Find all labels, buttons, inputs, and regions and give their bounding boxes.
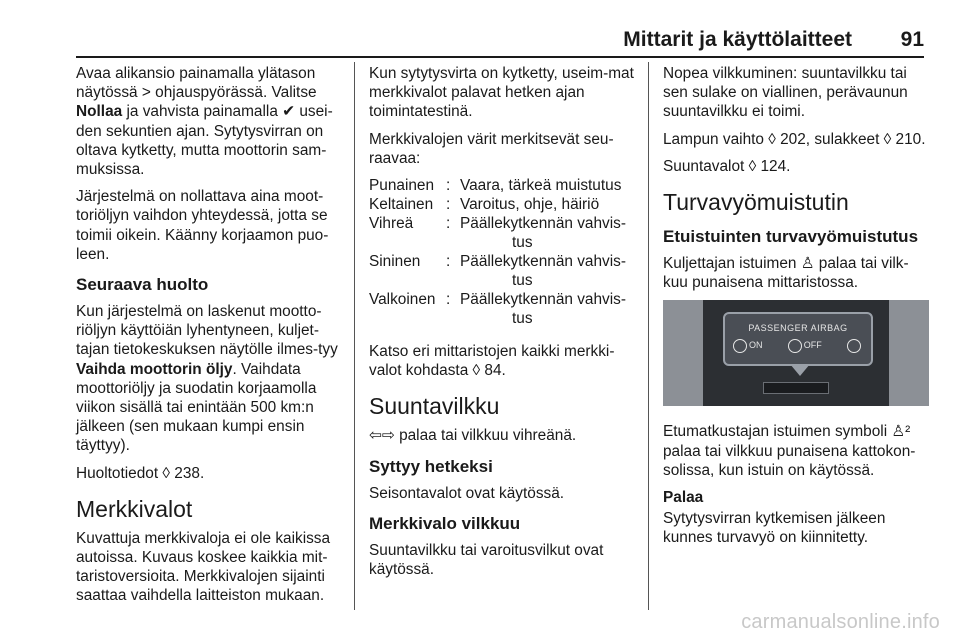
column-2 (369, 64, 635, 587)
airbag-off-icon (788, 339, 802, 353)
panel-label: PASSENGER AIRBAG (748, 323, 848, 334)
panel-on-label: ON (749, 340, 763, 351)
heading-light-blinks: Merkkivalo vilkkuu (369, 513, 521, 533)
link-bulb-fuses[interactable]: Lampun vaihto ◊ 202, sulakkeet ◊ 210. (663, 130, 926, 148)
paragraph-ignition: Kun sytytysvirta on kytketty, useim-mat merkkivalot palavat hetken ajan toimintatestinä. (369, 65, 634, 121)
seatbelt-passenger-icon (847, 339, 861, 353)
paragraph-light-blinks: Suuntavilkku tai varoitusvilkut ovat käytössä. (369, 541, 604, 579)
table-row: Vihreä : Päällekytkennän vahvis- tus (369, 215, 626, 252)
table-row: Valkoinen : Päällekytkennän vahvis- tus (369, 291, 626, 328)
paragraph-palaa: Sytytysvirran kytkemisen jälkeen kunnes turvavyö on kiinnitetty. (663, 510, 886, 547)
paragraph-reset-note: Järjestelmä on nollattava aina moot-toriöljyn vaihdon yhteydessä, jotta se toimii oikein. Käänny korjaamon puo-leen. (76, 188, 329, 263)
heading-turn-signal: Suuntavilkku (369, 393, 500, 420)
page-header (0, 0, 960, 60)
paragraph-turn-signal: ⇦⇨ palaa tai vilkkuu vihreänä. (369, 427, 577, 445)
heading-lit-briefly: Syttyy hetkeksi (369, 456, 493, 476)
airbag-on-icon (733, 339, 747, 353)
paragraph-service: Kun järjestelmä on laskenut mootto-riöljyn käyttöiän lyhentyneen, kuljet-tajan tietokeskuksen näytölle ilmes-tyy Vaihda moottorin öljy. Vaihdata moottoriöljy ja suodatin korjaamolla viikon sisällä tai enintään 500 km:n jälkeen (sen mukaan kumpi ensin täyttyy). (76, 303, 338, 455)
heading-warning-lights: Merkkivalot (76, 495, 193, 522)
overhead-console (763, 382, 829, 394)
airbag-indicator-display (723, 312, 873, 366)
paragraph-lights-intro: Kuvattuja merkkivaloja ei ole kaikissa autoissa. Kuvaus koskee kaikkia mit-taristoversioita. Merkkivalojen sijainti saattaa vaihdella laitteiston mukaan. (76, 529, 331, 605)
paragraph-passenger-seat: Etumatkustajan istuimen symboli ♙² palaa tai vilkkuu punaisena kattokon-solissa, kun istuin on käytössä. (663, 423, 916, 479)
airbag-panel-photo (663, 300, 929, 406)
table-row: Sininen : Päällekytkennän vahvis- tus (369, 253, 626, 290)
column-3 (663, 64, 928, 555)
page-number: 91 (900, 28, 924, 51)
link-turn-lights[interactable]: Suuntavalot ◊ 124. (663, 157, 791, 175)
column-divider-2 (648, 62, 649, 610)
column-divider-1 (354, 62, 355, 610)
watermark: carmanualsonline.info (741, 611, 940, 633)
heading-next-service: Seuraava huolto (76, 275, 209, 295)
paragraph-reset: Avaa alikansio painamalla ylätason näytössä > ohjauspyörässä. Valitse Nollaa ja vahvista painamalla ✔ usei-den sekuntien ajan. Sytytysvirran on oltava kytketty, mutta moottorin sam-muksissa. (76, 65, 333, 179)
heading-front-seatbelt: Etuistuinten turvavyömuistutus (663, 227, 919, 247)
color-table (369, 176, 635, 328)
paragraph-fast-blink: Nopea vilkkuminen: suuntavilkku tai sen sulake on viallinen, perävaunun suuntavilkku ei toimi. (663, 65, 908, 121)
link-service-info[interactable]: Huoltotiedot ◊ 238. (76, 464, 205, 482)
link-all-lights[interactable]: Katso eri mittaristojen kaikki merkki-valot kohdasta ◊ 84. (369, 343, 615, 380)
paragraph-colors-intro: Merkkivalojen värit merkitsevät seu-raavaa: (369, 130, 614, 167)
heading-seatbelt-reminder: Turvavyömuistutin (663, 189, 849, 216)
heading-palaa: Palaa (663, 489, 704, 507)
table-row: Punainen : Vaara, tärkeä muistutus (369, 177, 622, 195)
column-1 (76, 64, 340, 614)
paragraph-lit-briefly: Seisontavalot ovat käytössä. (369, 484, 565, 502)
panel-pointer (790, 364, 810, 376)
paragraph-driver-seat: Kuljettajan istuimen ♙ palaa tai vilk-kuu punaisena mittaristossa. (663, 255, 909, 292)
bold-term-nollaa: Nollaa (76, 103, 123, 121)
check-icon: ✔ (282, 103, 296, 121)
panel-off-label: OFF (803, 340, 822, 351)
bold-term-oil: Vaihda moottorin öljy (76, 360, 233, 378)
header-title: Mittarit ja käyttölaitteet (623, 28, 852, 51)
header-rule (76, 56, 924, 58)
table-row: Keltainen : Varoitus, ohje, häiriö (369, 196, 600, 214)
